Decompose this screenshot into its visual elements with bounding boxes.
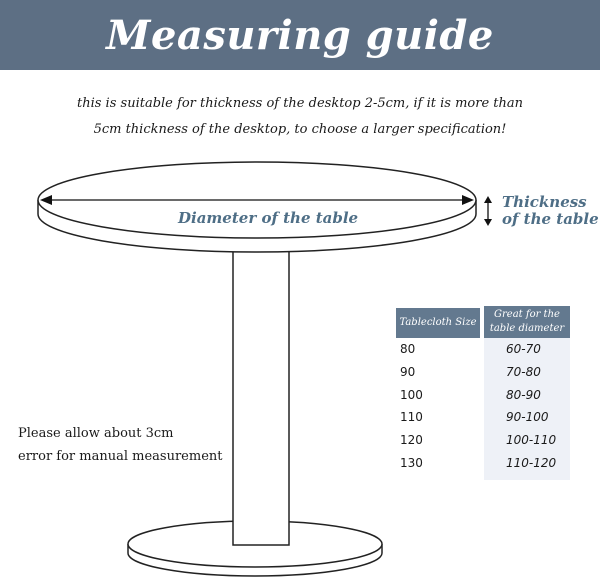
table-row <box>396 451 570 474</box>
thickness-note-line2: 5cm thickness of the desktop, to choose a larger specification! <box>93 122 507 137</box>
size-cell: 100 <box>400 387 423 402</box>
header-tablecloth-size: Tablecloth Size <box>396 308 480 338</box>
size-table <box>396 306 570 474</box>
header-right-line1: Great for the <box>494 309 560 320</box>
thickness-arrow <box>484 196 492 226</box>
error-note-line2: error for manual measurement <box>18 449 223 464</box>
error-note <box>18 422 222 468</box>
table-column <box>233 235 289 545</box>
page-title: Measuring guide <box>106 11 494 59</box>
header-table-diameter <box>484 306 570 338</box>
size-cell: 90 <box>400 365 416 380</box>
size-cell: 110 <box>400 410 423 425</box>
diameter-cell: 70-80 <box>506 365 541 380</box>
table-row <box>396 383 570 406</box>
diameter-cell: 60-70 <box>506 342 541 357</box>
diameter-cell: 80-90 <box>506 387 541 402</box>
table-row <box>396 429 570 452</box>
thickness-note-line1: this is suitable for thickness of the desktop 2-5cm, if it is more than <box>77 96 523 111</box>
diameter-cell: 110-120 <box>506 455 557 470</box>
diameter-label: Diameter of the table <box>178 209 359 227</box>
thickness-label-line1: Thickness <box>502 193 587 211</box>
size-table-header <box>396 306 570 338</box>
table-row <box>396 361 570 384</box>
header-right-line2: table diameter <box>489 323 565 334</box>
size-cell: 80 <box>400 342 416 357</box>
thickness-label <box>502 194 599 228</box>
diameter-cell: 90-100 <box>506 410 549 425</box>
table-row <box>396 406 570 429</box>
size-cell: 130 <box>400 455 423 470</box>
diameter-cell: 100-110 <box>506 433 557 448</box>
thickness-label-line2: of the table <box>502 210 599 228</box>
size-cell: 120 <box>400 433 423 448</box>
size-table-body <box>396 338 570 474</box>
error-note-line1: Please allow about 3cm <box>18 426 174 441</box>
table-row <box>396 338 570 361</box>
